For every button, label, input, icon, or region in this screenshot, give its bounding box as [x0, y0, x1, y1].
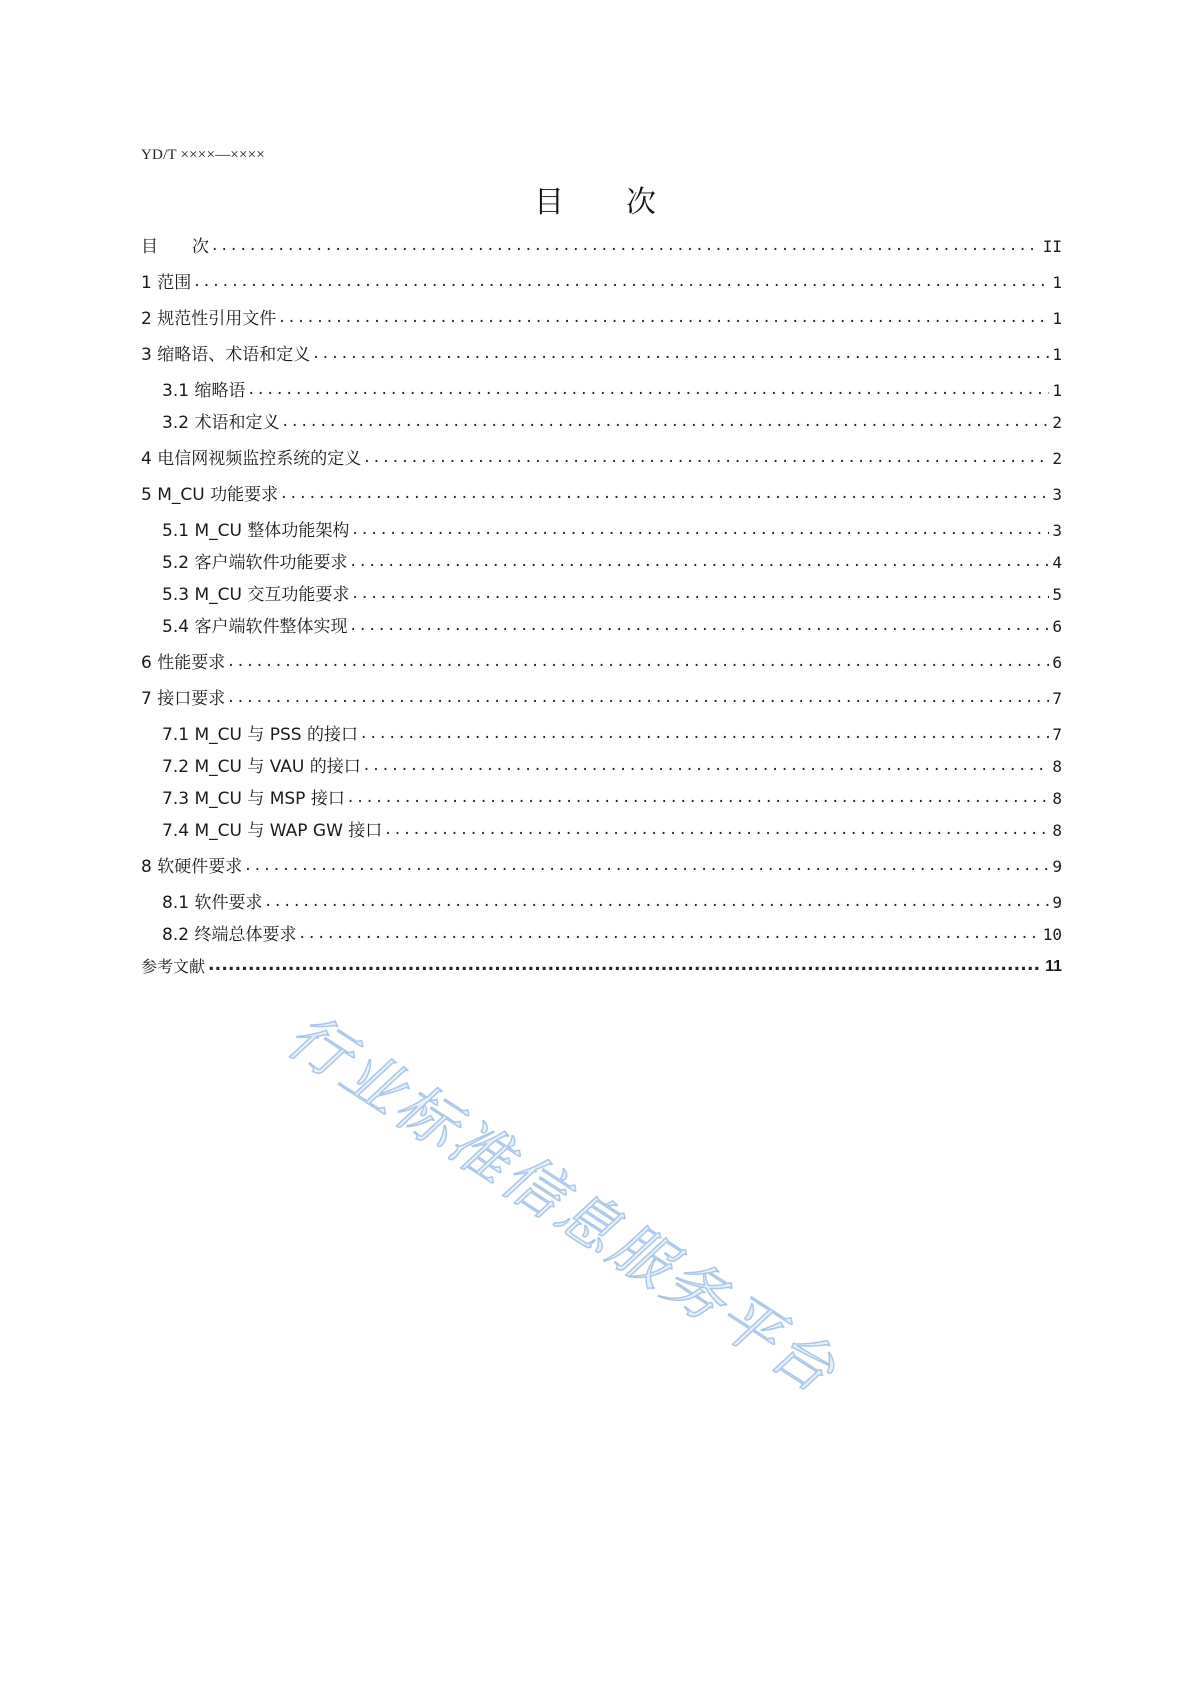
toc-entry-label: 5 M_CU 功能要求: [141, 485, 279, 505]
toc-entry-bibliography[interactable]: [141, 952, 1062, 978]
toc-title-part1: 目: [534, 185, 564, 220]
toc-entry-label: 7.3 M_CU 与 MSP 接口: [162, 789, 345, 809]
toc-entry-3-1[interactable]: [162, 376, 1062, 402]
toc-entry-abbreviations-terms[interactable]: [141, 340, 1062, 366]
toc-entry-page: 2: [1052, 413, 1062, 432]
dot-leader: [228, 652, 1049, 674]
dot-leader: [228, 688, 1049, 710]
toc-entry-page: 3: [1052, 485, 1062, 504]
toc-entry-7-2[interactable]: [162, 752, 1062, 778]
toc-entry-label: 3.2 术语和定义: [162, 413, 280, 433]
toc-entry-page: 9: [1052, 893, 1062, 912]
watermark: 行业标准信息服务平台: [274, 1000, 850, 1409]
dot-leader: [385, 820, 1049, 842]
toc-entry-5[interactable]: [141, 480, 1062, 506]
document-code: YD/T ××××—××××: [141, 147, 265, 163]
toc-entry-label: 参考文献: [141, 957, 206, 976]
dot-leader: [361, 724, 1049, 746]
toc-entry-page: 1: [1052, 345, 1062, 364]
dot-leader: [313, 344, 1049, 366]
toc-entry-8[interactable]: [141, 852, 1062, 878]
toc-entry-page: 9: [1052, 857, 1062, 876]
dot-leader: [364, 756, 1050, 778]
toc-entry-label: 5.4 客户端软件整体实现: [162, 617, 348, 637]
toc-entry-page: 1: [1052, 273, 1062, 292]
toc-entry-label: 4 电信网视频监控系统的定义: [141, 449, 362, 469]
toc-entry-7-4[interactable]: [162, 816, 1062, 842]
toc-entry-label: 2 规范性引用文件: [141, 309, 277, 329]
toc-title-part2: 次: [626, 185, 656, 220]
toc-entry-8-2[interactable]: [162, 920, 1062, 946]
toc-entry-page: 1: [1052, 381, 1062, 400]
toc-entry-label: 3 缩略语、术语和定义: [141, 345, 311, 365]
toc-entry-label: 8.1 软件要求: [162, 893, 263, 913]
dot-leader: [352, 584, 1049, 606]
dot-leader: [350, 616, 1049, 638]
toc-entry-page: 11: [1045, 958, 1062, 975]
toc-entry-normative-references[interactable]: [141, 304, 1062, 330]
toc-entry-page: 1: [1052, 309, 1062, 328]
toc-entry-label: 目 次: [141, 237, 209, 257]
toc-entry-5-2[interactable]: [162, 548, 1062, 574]
toc-entry-3-2[interactable]: [162, 408, 1062, 434]
toc-entry-page: 2: [1052, 449, 1062, 468]
dot-leader: [348, 788, 1050, 810]
dot-leader: [352, 520, 1049, 542]
toc-entry-page: 8: [1052, 789, 1062, 808]
dot-leader: [350, 552, 1049, 574]
toc-entry-page: 4: [1052, 553, 1062, 572]
toc-entry-page: 6: [1052, 617, 1062, 636]
toc-entry-label: 1 范围: [141, 273, 192, 293]
dot-leader: [281, 484, 1049, 506]
toc-entry-label: 7.4 M_CU 与 WAP GW 接口: [162, 821, 383, 841]
toc-entry-6[interactable]: [141, 648, 1062, 674]
toc-entry-4[interactable]: [141, 444, 1062, 470]
toc-entry-label: 5.1 M_CU 整体功能架构: [162, 521, 350, 541]
toc-entry-label: 7 接口要求: [141, 689, 226, 709]
toc-entry-page: 6: [1052, 653, 1062, 672]
toc-entry-5-4[interactable]: [162, 612, 1062, 638]
toc-entry-page: 8: [1052, 821, 1062, 840]
toc-entry-label: 6 性能要求: [141, 653, 226, 673]
toc-entry-label: 8 软硬件要求: [141, 857, 243, 877]
toc-entry-scope[interactable]: [141, 268, 1062, 294]
toc-entry-label: 3.1 缩略语: [162, 381, 246, 401]
dot-leader: [208, 956, 1042, 978]
toc-entry-8-1[interactable]: [162, 888, 1062, 914]
dot-leader: [194, 272, 1049, 294]
toc-entry-page: II: [1042, 237, 1062, 256]
dot-leader: [212, 236, 1040, 258]
dot-leader: [282, 412, 1049, 434]
toc-entry-page: 5: [1052, 585, 1062, 604]
toc-entry-page: 3: [1052, 521, 1062, 540]
dot-leader: [265, 892, 1049, 914]
toc-entry-7-3[interactable]: [162, 784, 1062, 810]
toc-entry-label: 7.2 M_CU 与 VAU 的接口: [162, 757, 361, 777]
toc-title: [0, 183, 1190, 223]
toc-entry-label: 5.3 M_CU 交互功能要求: [162, 585, 350, 605]
toc-entry-5-1[interactable]: [162, 516, 1062, 542]
toc-entry-page: 7: [1052, 725, 1062, 744]
toc-entry-contents[interactable]: [141, 232, 1062, 258]
toc-entry-5-3[interactable]: [162, 580, 1062, 606]
toc-entry-page: 7: [1052, 689, 1062, 708]
toc-entry-label: 5.2 客户端软件功能要求: [162, 553, 348, 573]
toc-entry-label: 7.1 M_CU 与 PSS 的接口: [162, 725, 358, 745]
toc-entry-label: 8.2 终端总体要求: [162, 925, 297, 945]
toc-entry-7-1[interactable]: [162, 720, 1062, 746]
toc-entry-page: 8: [1052, 757, 1062, 776]
dot-leader: [248, 380, 1049, 402]
toc-entry-7[interactable]: [141, 684, 1062, 710]
dot-leader: [364, 448, 1049, 470]
dot-leader: [245, 856, 1049, 878]
dot-leader: [299, 924, 1039, 946]
dot-leader: [279, 308, 1049, 330]
toc-entry-page: 10: [1042, 925, 1062, 944]
